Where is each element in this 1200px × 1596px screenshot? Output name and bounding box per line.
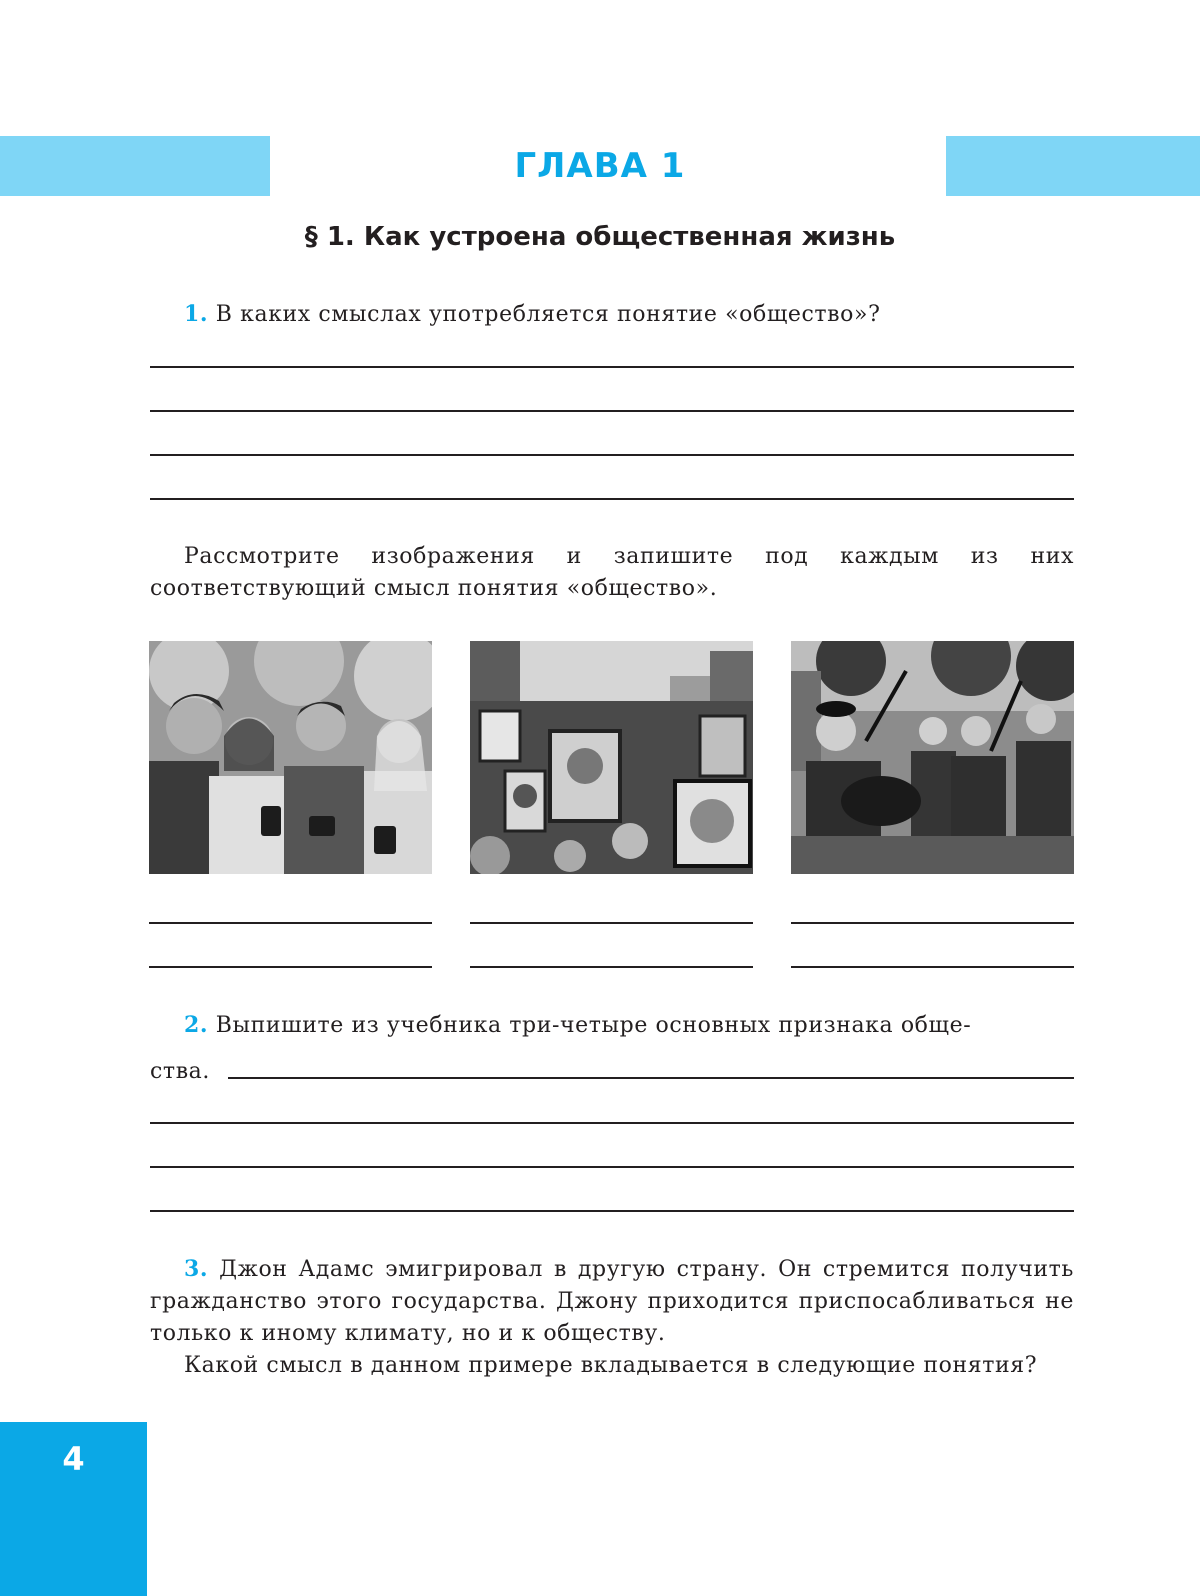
answer-line[interactable] [150, 1166, 1074, 1168]
answer-line[interactable] [228, 1077, 1074, 1079]
question-2-continuation: ства. [150, 1059, 210, 1084]
photo-1-answer-line[interactable] [149, 922, 432, 924]
question-3-text: Джон Адамс эмигрировал в другую страну. Он стремится получить гражданство этого государства. Джону приходится приспосабливаться не только к иному климату, но и к обществу. [150, 1257, 1074, 1346]
answer-line[interactable] [150, 1210, 1074, 1212]
question-1 [150, 298, 1074, 331]
answer-line[interactable] [150, 366, 1074, 368]
question-3-subquestion: Какой смысл в данном примере вкладывается в следующие понятия? [184, 1353, 1038, 1378]
question-1-text: В каких смыслах употребляется понятие «общество»? [208, 302, 881, 327]
answer-line[interactable] [150, 1122, 1074, 1124]
friends-with-smartphones-photo [149, 641, 432, 874]
answer-line[interactable] [150, 410, 1074, 412]
photo-3-answer-line[interactable] [791, 922, 1074, 924]
answer-line[interactable] [150, 454, 1074, 456]
bagpipe-band-parade-photo [791, 641, 1074, 874]
photo-2-answer-line[interactable] [470, 966, 753, 968]
images-task-text: Рассмотрите изображения и запишите под каждым из них соответствующий смысл понятия «общество». [150, 544, 1074, 601]
section-title: § 1. Как устроена общественная жизнь [304, 222, 896, 252]
photo-2-answer-line[interactable] [470, 922, 753, 924]
page-number: 4 [62, 1440, 85, 1478]
question-2-text: Выпишите из учебника три-четыре основных признака обще- [208, 1013, 972, 1038]
chapter-title: ГЛАВА 1 [514, 146, 686, 186]
question-2-number: 2. [184, 1012, 209, 1038]
question-3-number: 3. [184, 1256, 209, 1282]
question-3 [150, 1253, 1074, 1350]
photo-1-answer-line[interactable] [149, 966, 432, 968]
question-1-number: 1. [184, 301, 209, 327]
photo-3-answer-line[interactable] [791, 966, 1074, 968]
immortal-regiment-march-photo [470, 641, 753, 874]
question-2 [150, 1009, 1074, 1042]
answer-line[interactable] [150, 498, 1074, 500]
